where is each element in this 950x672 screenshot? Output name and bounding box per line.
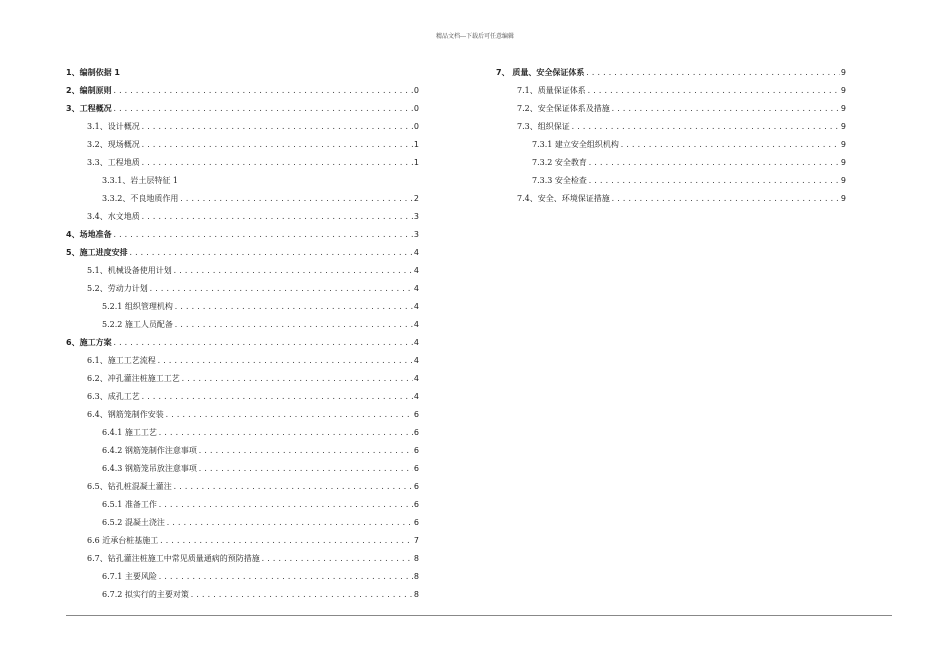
toc-entry-page: 4 [413,284,419,293]
toc-entry-page: 4 [413,302,419,311]
toc-entry[interactable] [66,348,419,366]
toc-entry-page: 0 [413,86,419,95]
toc-dot-leader [611,104,840,114]
toc-entry[interactable] [66,420,419,438]
toc-dot-leader [173,266,413,276]
toc-entry-title: 6.7.1 主要风险 [102,572,157,581]
toc-entry-page: 6 [413,518,419,527]
toc-entry[interactable] [66,456,419,474]
toc-dot-leader [571,122,840,132]
toc-entry[interactable] [66,96,419,114]
toc-dot-leader [141,212,413,222]
toc-entry[interactable] [496,132,846,150]
toc-entry-title: 5.2.1 组织管理机构 [102,302,173,311]
toc-entry-page: 6 [413,464,419,473]
toc-entry-title: 7.1、质量保证体系 [517,86,586,95]
toc-entry[interactable] [66,510,419,528]
toc-dot-leader [141,392,413,402]
toc-dot-leader [113,104,413,114]
toc-entry[interactable] [66,276,419,294]
toc-entry[interactable] [66,60,419,78]
toc-dot-leader [620,140,840,150]
toc-dot-leader [587,86,840,96]
toc-entry-page: 4 [413,320,419,329]
toc-entry-page: 6 [413,500,419,509]
toc-entry-title: 7.4、安全、环境保证措施 [517,194,610,203]
toc-entry[interactable] [66,294,419,312]
toc-dot-leader [181,374,413,384]
toc-entry-page: 9 [840,194,846,203]
toc-entry-title: 7.3、组织保证 [517,122,570,131]
toc-dot-leader [158,428,413,438]
toc-entry-page: 6 [413,428,419,437]
toc-entry-title: 6.4.2 钢筋笼制作注意事项 [102,446,197,455]
toc-entry[interactable] [66,528,419,546]
toc-left-column [66,60,419,600]
toc-entry[interactable] [66,186,419,204]
toc-dot-leader [174,302,413,312]
toc-entry[interactable] [66,564,419,582]
page-header: 精品文档---下载后可任意编辑 [435,33,515,40]
toc-entry-title: 1、编制依据 1 [66,68,120,77]
toc-dot-leader [179,194,413,204]
toc-entry-page: 6 [413,446,419,455]
toc-entry-page: 1 [413,158,419,167]
toc-entry[interactable] [66,438,419,456]
toc-dot-leader [113,230,413,240]
toc-entry[interactable] [66,312,419,330]
toc-entry-page: 9 [840,68,846,77]
toc-entry[interactable] [496,186,846,204]
toc-entry-title: 3.4、水文地质 [87,212,140,221]
toc-entry[interactable] [66,474,419,492]
toc-entry-title: 6.5.2 混凝土浇注 [102,518,165,527]
toc-dot-leader [190,590,413,600]
toc-dot-leader [141,122,413,132]
toc-dot-leader [585,68,840,78]
toc-entry-title: 3.2、现场概况 [87,140,140,149]
toc-entry-title: 7.3.3 安全检查 [532,176,587,185]
toc-entry-title: 7.3.1 建立安全组织机构 [532,140,619,149]
toc-dot-leader [588,176,840,186]
toc-entry[interactable] [66,78,419,96]
toc-entry-page: 1 [413,140,419,149]
toc-entry-title: 3.3.1、岩土层特征 1 [102,176,178,185]
toc-entry-title: 6.4.1 施工工艺 [102,428,157,437]
toc-dot-leader [198,446,413,456]
toc-dot-leader [165,410,413,420]
toc-entry-title: 5.1、机械设备使用计划 [87,266,172,275]
toc-entry-page: 9 [840,140,846,149]
toc-entry-page: 9 [840,86,846,95]
toc-entry-title: 6.7.2 拟实行的主要对策 [102,590,189,599]
toc-entry-title: 6.4.3 钢筋笼吊放注意事项 [102,464,197,473]
toc-entry[interactable] [496,60,846,78]
toc-entry-title: 6.4、钢筋笼制作安装 [87,410,164,419]
toc-entry-page: 4 [413,248,419,257]
toc-entry[interactable] [496,114,846,132]
toc-entry[interactable] [496,168,846,186]
toc-entry-title: 6.2、冲孔灌注桩施工工艺 [87,374,180,383]
toc-entry-title: 7、 质量、安全保证体系 [496,68,585,77]
toc-entry-title: 6.5、钻孔桩混凝土灌注 [87,482,172,491]
toc-dot-leader [611,194,840,204]
footer-divider [66,615,892,616]
toc-right-column [496,60,846,204]
toc-entry[interactable] [66,204,419,222]
toc-entry-page: 4 [413,266,419,275]
toc-entry[interactable] [66,366,419,384]
toc-dot-leader [198,464,413,474]
toc-entry[interactable] [66,114,419,132]
toc-entry[interactable] [66,168,419,186]
toc-entry-page: 6 [413,410,419,419]
toc-entry-title: 7.3.2 安全教育 [532,158,587,167]
toc-entry[interactable] [66,582,419,600]
toc-entry-title: 5、施工进度安排 [66,248,128,257]
toc-entry-page: 0 [413,104,419,113]
toc-entry-title: 5.2.2 施工人员配备 [102,320,173,329]
toc-entry[interactable] [496,96,846,114]
toc-entry[interactable] [66,546,419,564]
toc-entry-title: 3.3.2、不良地质作用 [102,194,179,203]
toc-entry-page: 8 [413,590,419,599]
toc-entry[interactable] [496,150,846,168]
toc-entry-title: 6.5.1 准备工作 [102,500,157,509]
toc-entry-title: 4、场地准备 [66,230,112,239]
toc-dot-leader [113,86,413,96]
toc-dot-leader [158,500,413,510]
toc-entry-title: 3.3、工程地质 [87,158,140,167]
toc-dot-leader [141,158,413,168]
toc-entry-page: 8 [413,554,419,563]
toc-entry-title: 5.2、劳动力计划 [87,284,148,293]
toc-entry-title: 7.2、安全保证体系及措施 [517,104,610,113]
toc-entry[interactable] [66,402,419,420]
toc-entry-title: 6.3、成孔工艺 [87,392,140,401]
toc-entry-page: 4 [413,356,419,365]
toc-dot-leader [159,536,413,546]
toc-entry-page: 7 [413,536,419,545]
toc-entry-page: 4 [413,338,419,347]
toc-dot-leader [157,356,413,366]
toc-entry-page: 9 [840,122,846,131]
toc-entry-page: 9 [840,158,846,167]
toc-entry-page: 4 [413,392,419,401]
toc-entry-title: 6.7、钻孔灌注桩施工中常见质量通病的预防措施 [87,554,260,563]
toc-entry[interactable] [66,132,419,150]
toc-entry[interactable] [496,78,846,96]
toc-entry[interactable] [66,492,419,510]
toc-entry[interactable] [66,150,419,168]
toc-entry-page: 8 [413,572,419,581]
toc-entry[interactable] [66,330,419,348]
toc-entry[interactable] [66,384,419,402]
toc-dot-leader [149,284,413,294]
toc-dot-leader [129,248,413,258]
toc-entry-page: 2 [413,194,419,203]
toc-entry-page: 9 [840,104,846,113]
toc-dot-leader [174,320,413,330]
toc-entry-title: 6.6 近承台桩基施工 [87,536,159,545]
toc-dot-leader [166,518,413,528]
toc-entry-title: 2、编制原则 [66,86,112,95]
toc-dot-leader [173,482,413,492]
toc-entry-page: 3 [413,212,419,221]
toc-dot-leader [588,158,840,168]
toc-entry-title: 6.1、施工工艺流程 [87,356,156,365]
toc-dot-leader [261,554,413,564]
toc-entry-page: 3 [413,230,419,239]
toc-dot-leader [113,338,413,348]
toc-dot-leader [141,140,413,150]
toc-entry-title: 6、施工方案 [66,338,112,347]
toc-entry[interactable] [66,222,419,240]
toc-entry-page: 0 [413,122,419,131]
toc-entry-title: 3、工程概况 [66,104,112,113]
toc-entry-page: 9 [840,176,846,185]
toc-entry[interactable] [66,258,419,276]
toc-dot-leader [158,572,413,582]
toc-entry-page: 6 [413,482,419,491]
toc-entry-title: 3.1、设计概况 [87,122,140,131]
toc-entry-page: 4 [413,374,419,383]
toc-entry[interactable] [66,240,419,258]
